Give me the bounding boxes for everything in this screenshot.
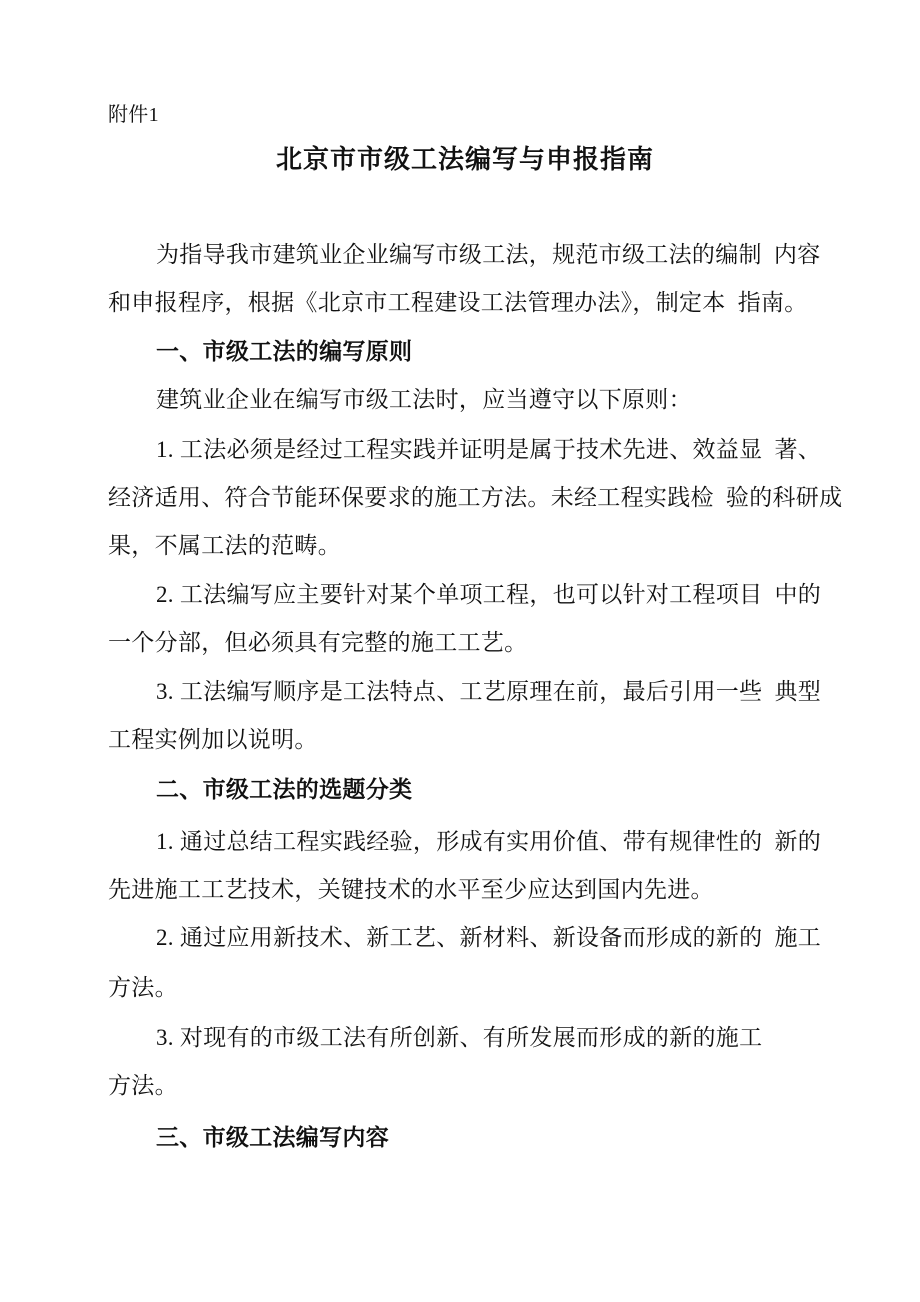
paragraph-line: 为指导我市建筑业企业编写市级工法，规范市级工法的编制 内容 — [156, 242, 821, 267]
paragraph-line: 1. 工法必须是经过工程实践并证明是属于技术先进、效益显 著、 — [156, 437, 822, 462]
paragraph-line: 方法。 — [108, 975, 178, 1000]
paragraph-line: 果，不属工法的范畴。 — [108, 533, 341, 558]
paragraph-line: 经济适用、符合节能环保要求的施工方法。未经工程实践检 验的科研成 — [108, 485, 843, 510]
paragraph-line: 工程实例加以说明。 — [108, 727, 318, 752]
paragraph-line: 2. 工法编写应主要针对某个单项工程，也可以针对工程项目 中的 — [156, 582, 822, 607]
paragraph-line: 方法。 — [108, 1073, 178, 1098]
paragraph-line: 和申报程序，根据《北京市工程建设工法管理办法》，制定本 指南。 — [108, 290, 808, 315]
document-title: 北京市市级工法编写与申报指南 — [275, 145, 654, 174]
paragraph-line: 建筑业企业在编写市级工法时，应当遵守以下原则： — [156, 387, 692, 412]
paragraph-line: 3. 对现有的市级工法有所创新、有所发展而形成的新的施工 — [156, 1025, 763, 1050]
paragraph-line: 一个分部，但必须具有完整的施工工艺。 — [108, 630, 528, 655]
section-heading: 一、市级工法的编写原则 — [156, 339, 413, 364]
section-heading: 二、市级工法的选题分类 — [156, 777, 413, 802]
paragraph-line: 3. 工法编写顺序是工法特点、工艺原理在前，最后引用一些 典型 — [156, 679, 822, 704]
paragraph-line: 1. 通过总结工程实践经验，形成有实用价值、带有规律性的 新的 — [156, 829, 822, 854]
paragraph-line: 先进施工工艺技术，关键技术的水平至少应达到国内先进。 — [108, 877, 714, 902]
paragraph-line: 2. 通过应用新技术、新工艺、新材料、新设备而形成的新的 施工 — [156, 925, 822, 950]
section-heading: 三、市级工法编写内容 — [156, 1125, 389, 1150]
attachment-label: 附件1 — [108, 104, 159, 126]
